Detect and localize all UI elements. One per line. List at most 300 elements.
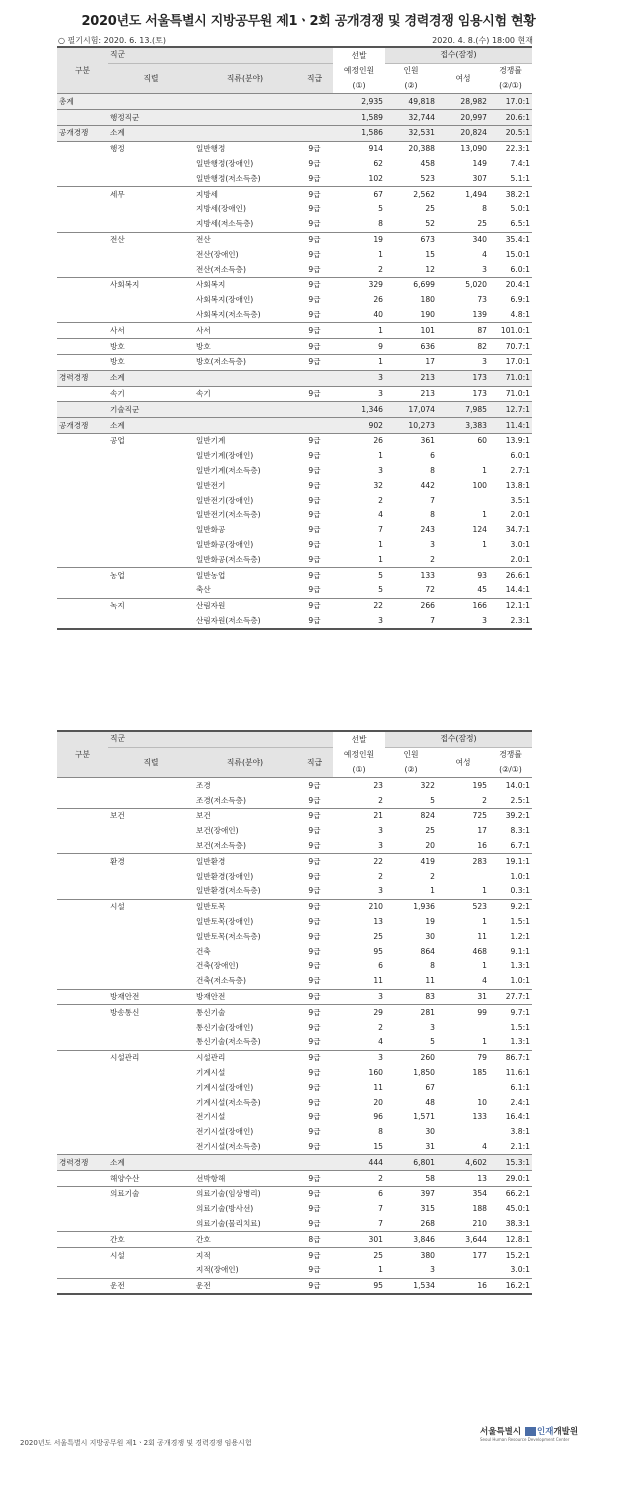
planned-cell: 13 [373,916,383,926]
category-cell [57,1202,108,1217]
grade-cell: 8급 [296,1232,333,1248]
planned-cell: 2 [378,264,383,274]
category-cell [57,523,108,538]
female-cell: 1 [482,961,487,971]
category-cell [57,171,108,186]
grade-cell: 9급 [308,480,321,490]
grade-cell: 9급 [308,886,321,896]
ratio-cell: 20.5:1 [489,125,532,141]
grade-cell: 9급 [296,141,333,156]
series-cell [108,778,194,793]
series-cell [108,915,194,930]
female-cell: 124 [472,525,487,535]
grade-cell: 9급 [296,613,333,629]
applicants-cell: 1,936 [385,899,437,914]
ratio-cell: 6.0:1 [510,264,530,274]
table-row [57,583,532,598]
category-cell [57,1186,108,1201]
table-row [57,370,532,386]
table-row [57,354,532,370]
table-row [57,433,532,448]
series-cell [108,869,194,884]
planned-cell: 9 [333,339,385,355]
grade-cell [296,125,333,141]
series-cell [108,449,194,464]
category-cell [57,552,108,567]
class-cell: 전산(장애인) [196,249,239,259]
category-cell: 경력경쟁 [57,1155,108,1171]
table-row [57,402,532,418]
category-cell [57,449,108,464]
applicants-cell: 3 [430,539,435,549]
table-row [57,869,532,884]
female-cell: 5,020 [437,277,489,292]
class-cell: 지방세(저소득층) [196,219,254,229]
female-cell [437,449,489,464]
female-cell: 133 [472,1112,487,1122]
female-cell: 20,824 [437,125,489,141]
planned-cell: 26 [373,295,383,305]
ratio-cell: 27.7:1 [489,989,532,1005]
table-row [57,1020,532,1035]
category-cell [57,277,108,292]
table-row [57,202,532,217]
grade-cell: 9급 [308,1067,321,1077]
category-cell [57,232,108,247]
series-cell [108,1066,194,1081]
applicants-cell: 260 [385,1050,437,1065]
header-jikryeol: 직렬 [108,63,194,94]
category-cell [57,989,108,1005]
table-row [57,598,532,613]
category-cell [57,247,108,262]
planned-cell: 67 [333,187,385,202]
female-cell: 7,985 [437,402,489,418]
header-jikryeol: 직렬 [108,747,194,778]
exam-date: ○ 필기시험: 2020. 6. 13.(토) [58,36,166,45]
table-row [57,232,532,247]
ratio-cell: 6.7:1 [510,840,530,850]
ratio-cell: 1.5:1 [510,916,530,926]
series-cell: 사회복지 [108,277,194,292]
grade-cell: 9급 [308,204,321,214]
category-cell [57,1248,108,1263]
table-row [57,1202,532,1217]
header-ratio: 경쟁률 [489,747,532,762]
planned-cell: 7 [378,525,383,535]
ratio-cell: 29.0:1 [489,1171,532,1187]
planned-cell: 3 [378,465,383,475]
planned-cell: 1 [378,1265,383,1275]
category-cell [57,884,108,899]
as-of-date: 2020. 4. 8.(수) 18:00 현재 [432,36,533,45]
ratio-cell: 6.9:1 [510,295,530,305]
table-row [57,449,532,464]
series-cell [108,1140,194,1155]
planned-cell: 2 [378,871,383,881]
applicants-cell: 266 [385,598,437,613]
class-cell: 조경 [196,780,211,790]
applicants-cell: 32,744 [385,110,437,126]
planned-cell: 6 [333,1186,385,1201]
table-row [57,568,532,583]
applicants-cell: 1,571 [413,1112,435,1122]
category-cell [57,1005,108,1020]
female-cell: 60 [437,433,489,448]
female-cell: 210 [472,1218,487,1228]
grade-cell: 9급 [308,295,321,305]
applicants-cell: 8 [430,961,435,971]
table-row [57,464,532,479]
applicants-cell: 8 [430,465,435,475]
table-row [57,1125,532,1140]
grade-cell [296,402,333,418]
applicants-cell: 523 [420,173,435,183]
table-row [57,1171,532,1187]
series-cell [108,824,194,839]
applicants-cell: 636 [385,339,437,355]
ratio-cell: 6.1:1 [510,1082,530,1092]
series-cell: 전산 [108,232,194,247]
ratio-cell: 1.2:1 [510,931,530,941]
female-cell: 725 [437,808,489,823]
grade-cell [296,418,333,434]
ratio-cell: 13.8:1 [505,480,530,490]
applicants-cell: 1 [430,886,435,896]
series-cell [108,613,194,629]
grade-cell: 9급 [308,1265,321,1275]
ratio-cell: 70.7:1 [489,339,532,355]
series-cell: 녹지 [108,598,194,613]
planned-cell: 32 [373,480,383,490]
table-row [57,854,532,869]
header-count: 인원 [385,63,437,78]
ratio-cell: 2.3:1 [489,613,532,629]
series-cell: 행정직군 [108,110,194,126]
female-cell [437,1080,489,1095]
series-cell: 시설 [108,899,194,914]
table-row [57,94,532,110]
female-cell: 1 [482,465,487,475]
female-cell: 173 [437,386,489,402]
ratio-cell: 0.3:1 [510,886,530,896]
class-cell: 기계시설(저소득층) [196,1097,261,1107]
class-cell: 일반기계 [194,433,296,448]
applicants-cell: 213 [385,386,437,402]
class-cell: 기계시설(장애인) [196,1082,254,1092]
ratio-cell: 1.5:1 [510,1022,530,1032]
ratio-cell: 1.3:1 [510,1037,530,1047]
table-row [57,1066,532,1081]
category-cell: 공개경쟁 [57,418,108,434]
female-cell: 195 [472,780,487,790]
grade-cell: 9급 [308,264,321,274]
grade-cell: 9급 [296,568,333,583]
applicants-cell: 180 [420,295,435,305]
class-cell: 일반농업 [194,568,296,583]
table-row [57,884,532,899]
planned-cell: 914 [333,141,385,156]
header-planned: 선발 [333,47,385,63]
header-count-b: (②) [385,763,437,778]
female-cell: 100 [472,480,487,490]
table-row [57,1232,532,1248]
series-cell: 속기 [108,386,194,402]
series-cell: 시설관리 [108,1050,194,1065]
table-row [57,899,532,914]
grade-cell: 9급 [296,1171,333,1187]
planned-cell: 1 [333,323,385,339]
class-cell: 전기시설 [196,1112,226,1122]
series-cell [108,538,194,553]
ratio-cell: 1.3:1 [510,961,530,971]
ratio-cell: 16.2:1 [489,1278,532,1294]
table-row [57,386,532,402]
ratio-cell: 17.0:1 [489,354,532,370]
female-cell: 340 [437,232,489,247]
female-cell: 17 [477,826,487,836]
planned-cell: 2 [378,1022,383,1032]
grade-cell: 9급 [308,249,321,259]
class-cell: 전기시설(저소득층) [196,1141,261,1151]
applicants-cell: 7 [430,495,435,505]
category-cell: 공개경쟁 [57,125,108,141]
planned-cell: 1,346 [333,402,385,418]
grade-cell: 9급 [308,840,321,850]
applicants-cell: 17 [385,354,437,370]
class-cell: 간호 [194,1232,296,1248]
ratio-cell: 86.7:1 [489,1050,532,1065]
series-cell [108,1080,194,1095]
series-cell: 간호 [108,1232,194,1248]
series-cell [108,929,194,944]
grade-cell: 9급 [308,1127,321,1137]
planned-cell: 40 [373,309,383,319]
female-cell: 4,602 [437,1155,489,1171]
applicants-cell: 52 [425,219,435,229]
ratio-cell: 14.0:1 [505,780,530,790]
planned-cell: 20 [373,1097,383,1107]
planned-cell: 29 [333,1005,385,1020]
grade-cell: 9급 [296,899,333,914]
female-cell: 8 [482,204,487,214]
table-row [57,839,532,854]
category-cell [57,1140,108,1155]
table-header [57,47,532,94]
grade-cell: 9급 [308,1097,321,1107]
planned-cell: 444 [333,1155,385,1171]
category-cell [57,808,108,823]
applicants-cell: 49,818 [385,94,437,110]
category-cell [57,157,108,172]
class-cell: 선박항해 [194,1171,296,1187]
grade-cell: 9급 [296,854,333,869]
class-cell [194,418,296,434]
planned-cell: 329 [333,277,385,292]
series-cell [108,157,194,172]
category-cell [57,793,108,808]
table-row [57,125,532,141]
ratio-cell: 1.0:1 [510,871,530,881]
series-cell: 농업 [108,568,194,583]
grade-cell: 9급 [296,433,333,448]
header-applied: 접수(잠정) [385,47,532,63]
ratio-cell: 12.7:1 [489,402,532,418]
ratio-cell: 66.2:1 [489,1186,532,1201]
applicants-cell: 20 [425,840,435,850]
female-cell: 13 [437,1171,489,1187]
grade-cell: 9급 [296,187,333,202]
ratio-cell: 2.1:1 [510,1141,530,1151]
category-cell [57,899,108,914]
series-cell [108,262,194,277]
female-cell: 523 [437,899,489,914]
category-cell [57,293,108,308]
applicants-cell: 67 [425,1082,435,1092]
female-cell: 3,644 [437,1232,489,1248]
category-cell [57,959,108,974]
grade-cell: 9급 [296,598,333,613]
series-cell: 해양수산 [108,1171,194,1187]
class-cell: 기계시설 [196,1067,226,1077]
class-cell: 지방세(장애인) [196,204,246,214]
series-cell: 사서 [108,323,194,339]
ratio-cell: 2.0:1 [510,554,530,564]
series-cell [108,247,194,262]
category-cell [57,262,108,277]
table-row [57,171,532,186]
applicants-cell: 268 [420,1218,435,1228]
class-cell: 사회복지 [194,277,296,292]
class-cell [194,370,296,386]
applicants-cell: 2,562 [385,187,437,202]
logo-subtitle: Seoul Human Resource Development Center [480,1437,570,1442]
category-cell: 경력경쟁 [57,370,108,386]
female-cell: 283 [437,854,489,869]
footer-text: 2020년도 서울특별시 지방공무원 제1ㆍ2회 공개경쟁 및 경력경쟁 임용시험 [20,1439,252,1447]
table-row [57,1278,532,1294]
planned-cell: 7 [378,1218,383,1228]
applicants-cell: 673 [385,232,437,247]
planned-cell: 4 [378,510,383,520]
grade-cell: 9급 [308,871,321,881]
planned-cell: 3 [333,989,385,1005]
table-row [57,478,532,493]
series-cell [108,171,194,186]
header-female: 여성 [437,747,489,778]
class-cell: 사회복지(저소득층) [196,309,261,319]
class-cell [194,402,296,418]
ratio-cell: 35.4:1 [489,232,532,247]
planned-cell: 26 [333,433,385,448]
category-cell [57,1171,108,1187]
grade-cell: 9급 [296,1186,333,1201]
table-row [57,339,532,355]
class-cell: 사서 [194,323,296,339]
female-cell: 16 [477,840,487,850]
series-cell [108,508,194,523]
series-cell [108,583,194,598]
series-cell [108,523,194,538]
grade-cell: 9급 [296,989,333,1005]
grade-cell: 9급 [308,826,321,836]
ratio-cell: 38.2:1 [489,187,532,202]
table-row [57,308,532,323]
applicants-cell: 5 [430,1037,435,1047]
header-planned-b: 예정인원 [333,747,385,762]
table-row [57,1155,532,1171]
category-cell [57,1232,108,1248]
grade-cell: 9급 [296,277,333,292]
female-cell: 177 [437,1248,489,1263]
applicants-cell: 58 [385,1171,437,1187]
female-cell: 31 [437,989,489,1005]
category-cell [57,598,108,613]
class-cell: 지방세 [194,187,296,202]
header-count-b: (②) [385,79,437,94]
category-cell [57,141,108,156]
table-row [57,1035,532,1050]
female-cell: 149 [472,158,487,168]
class-cell: 일반기계(저소득층) [196,465,261,475]
applicants-cell: 7 [385,613,437,629]
table-row [57,1263,532,1278]
category-cell [57,1217,108,1232]
header-jikgeup: 직급 [296,747,333,778]
class-cell: 통신기술(장애인) [196,1022,254,1032]
planned-cell: 2 [378,795,383,805]
ratio-cell: 101.0:1 [489,323,532,339]
ratio-cell: 26.6:1 [489,568,532,583]
class-cell: 일반기계(장애인) [196,451,254,461]
planned-cell: 3 [378,886,383,896]
grade-cell [296,370,333,386]
applicants-cell: 1,850 [413,1067,435,1077]
female-cell: 1,494 [437,187,489,202]
planned-cell: 1 [378,249,383,259]
grade-cell: 9급 [308,961,321,971]
series-cell: 보건 [108,808,194,823]
planned-cell: 62 [373,158,383,168]
applicants-cell: 8 [430,510,435,520]
planned-cell: 21 [333,808,385,823]
series-cell [108,202,194,217]
female-cell: 25 [477,219,487,229]
applicants-cell: 19 [425,916,435,926]
subtitle-line [58,35,533,46]
planned-cell: 95 [333,1278,385,1294]
class-cell: 산림자원(저소득층) [194,613,296,629]
applicants-cell: 83 [385,989,437,1005]
grade-cell: 9급 [296,1278,333,1294]
class-cell: 의료기술(물리치료) [196,1218,261,1228]
table-row [57,778,532,793]
planned-cell: 1,589 [333,110,385,126]
planned-cell: 22 [333,854,385,869]
planned-cell: 2 [333,1171,385,1187]
ratio-cell: 7.4:1 [510,158,530,168]
ratio-cell: 3.8:1 [510,1127,530,1137]
header-female: 여성 [437,63,489,94]
planned-cell: 25 [333,1248,385,1263]
planned-cell: 3 [333,1050,385,1065]
applicants-cell: 15 [425,249,435,259]
female-cell: 99 [437,1005,489,1020]
ratio-cell: 2.5:1 [510,795,530,805]
ratio-cell: 9.7:1 [489,1005,532,1020]
category-cell [57,323,108,339]
grade-cell: 9급 [308,1037,321,1047]
